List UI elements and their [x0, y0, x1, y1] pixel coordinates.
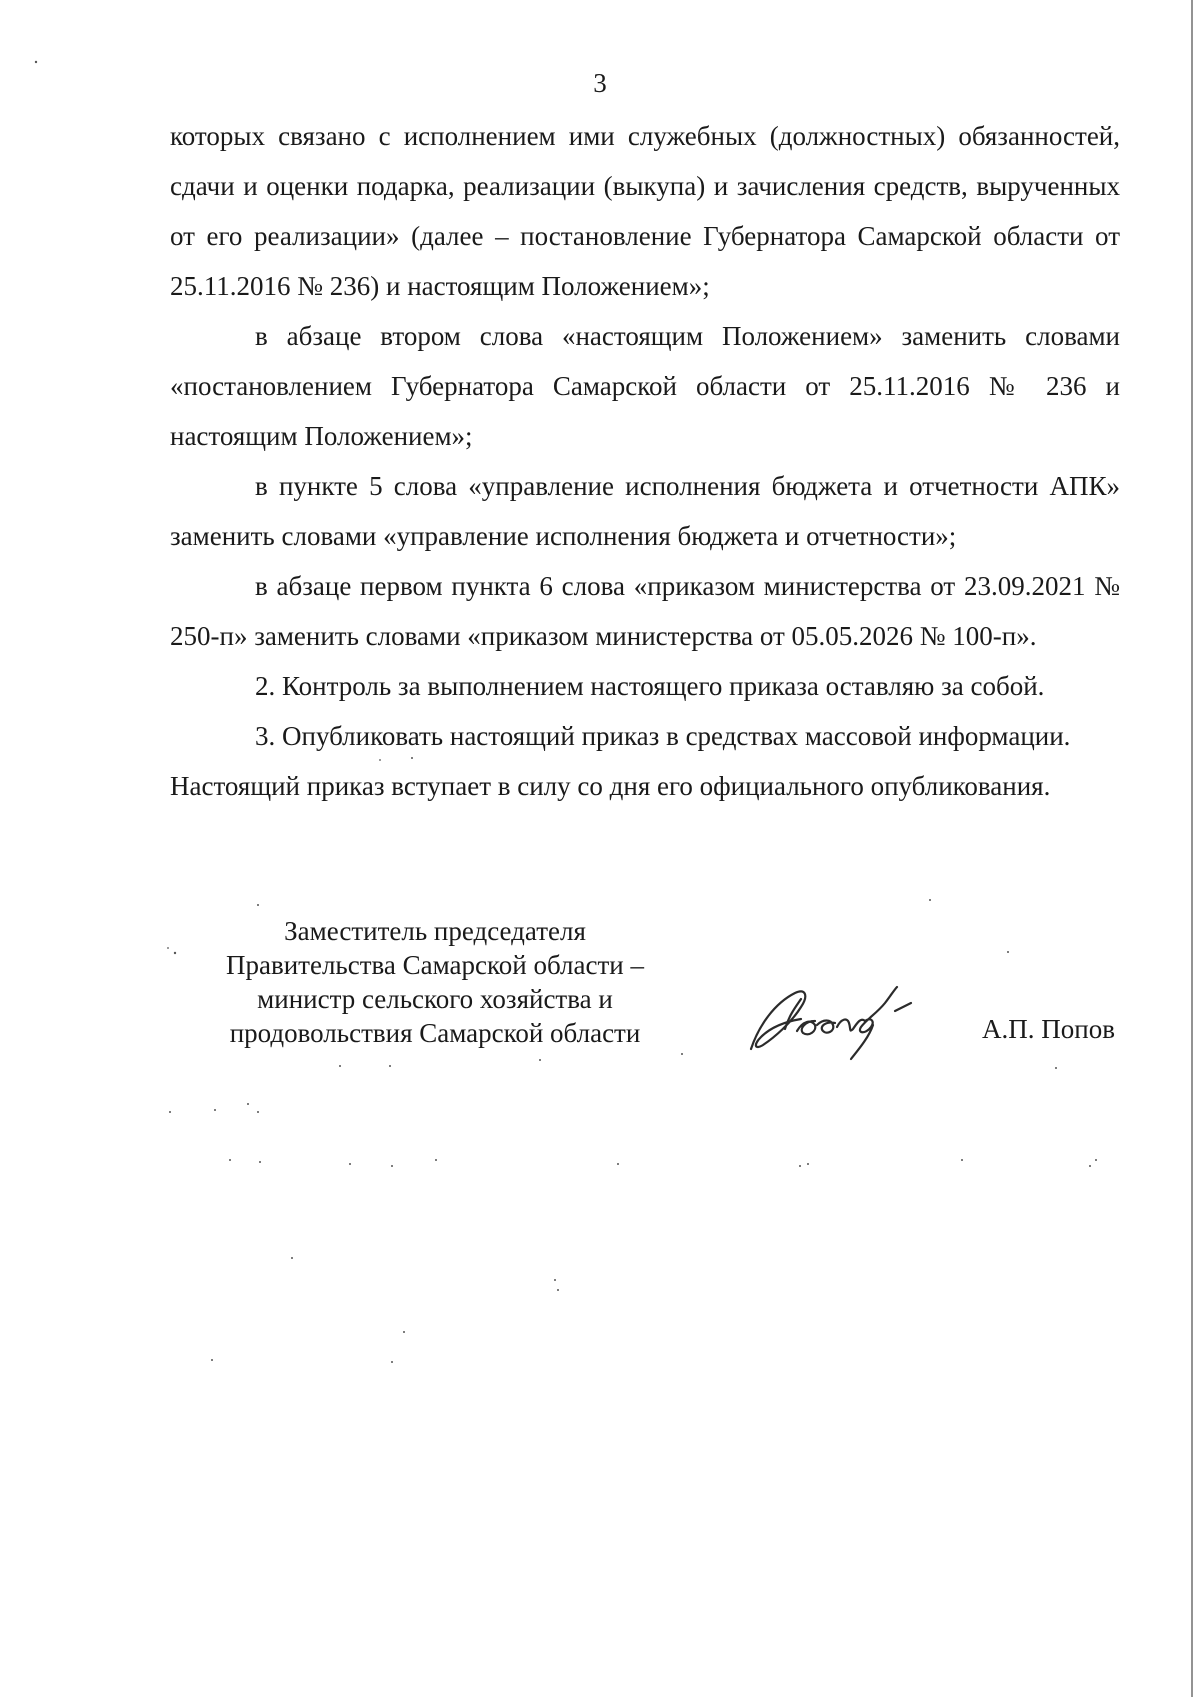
- paragraph-control: 2. Контроль за выполнением настоящего приказа оставляю за собой.: [255, 671, 1045, 701]
- document-body: [170, 111, 1120, 811]
- paragraph-continuation: которых связано с исполнением ими служебных (должностных) обязанностей, сдачи и оценки подарка, реализации (выкупа) и зачисления средств, вырученных от его реализации» (далее – постановление Губернатора Самарской области от 25.11.2016 № 236) и настоящим Положением»;: [170, 121, 1120, 301]
- position-line: Правительства Самарской области –: [226, 950, 644, 980]
- position-line: министр сельского хозяйства и: [257, 984, 613, 1014]
- position-line: продовольствия Самарской области: [229, 1018, 641, 1048]
- paragraph-second-abzac: в абзаце втором слова «настоящим Положением» заменить словами «постановлением Губернатора Самарской области от 25.11.2016 № 236 и настоящим Положением»;: [170, 321, 1120, 451]
- page-number: 3: [593, 68, 607, 98]
- handwritten-signature: [745, 975, 925, 1065]
- signer-name: А.П. Попов: [982, 1014, 1115, 1044]
- paragraph-publish: 3. Опубликовать настоящий приказ в средствах массовой информации.: [255, 721, 1071, 751]
- paragraph-punkt-6: в абзаце первом пункта 6 слова «приказом министерства от 23.09.2021 № 250-п» заменить словами «приказом министерства от 05.05.2026 № 100-п».: [170, 571, 1120, 651]
- signatory-position: [195, 914, 675, 1050]
- scan-edge-line: [1191, 0, 1193, 1697]
- paragraph-punkt-5: в пункте 5 слова «управление исполнения бюджета и отчетности АПК» заменить словами «управление исполнения бюджета и отчетности»;: [170, 471, 1120, 551]
- position-line: Заместитель председателя: [284, 916, 586, 946]
- paragraph-effective: Настоящий приказ вступает в силу со дня его официального опубликования.: [170, 771, 1051, 801]
